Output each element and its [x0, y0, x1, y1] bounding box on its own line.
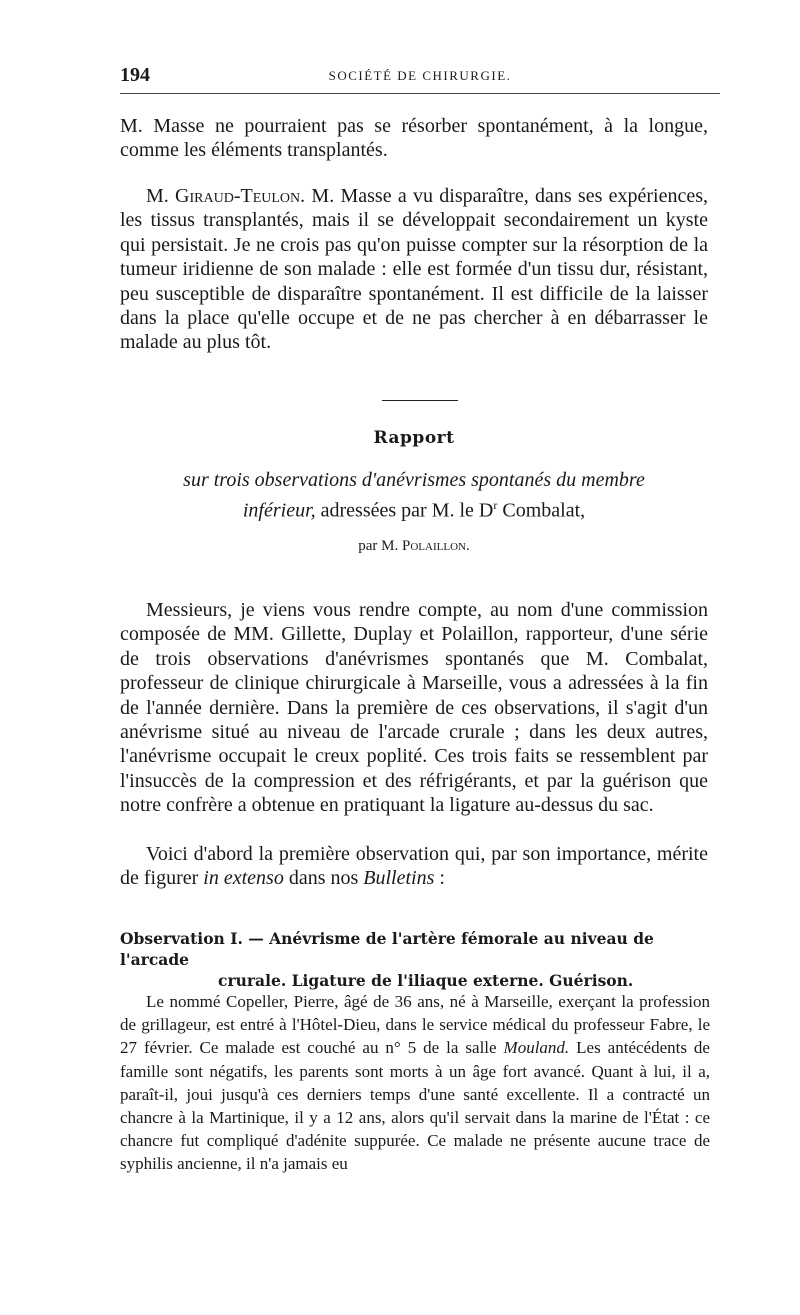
subtitle-text: adressées par M. le D: [315, 499, 494, 522]
subtitle-author: Combalat,: [497, 499, 586, 522]
italic-text: in extenso: [203, 867, 284, 890]
italic-text: Bulletins: [363, 867, 435, 890]
observation-title-2: crurale. Ligature de l'iliaque externe. Guérison.: [218, 971, 634, 990]
section-separator: [382, 400, 458, 401]
page-number: 194: [120, 64, 150, 86]
paragraph-voici: [120, 842, 708, 891]
paragraph-text: M. Masse a vu disparaître, dans ses expériences, les tissus transplantés, mais il se développait secondairement un kyste qui persistait. Je ne crois pas qu'on puisse compter sur la résorption de la tumeur iridienne de son malade : elle est formée d'un tissu dur, résistant, peu susceptible de disparaître spontanément. Il est difficile de la laisser dans la place qu'elle occupe et de ne pas chercher à en débarrasser le malade au plus tôt.: [120, 185, 709, 354]
paragraph-continuation: M. Masse ne pourraient pas se résorber spontanément, à la longue, comme les éléments transplantés.: [120, 115, 708, 162]
header-rule: [120, 93, 720, 94]
paragraph-text: Le nommé Copeller, Pierre, âgé de 36 ans, né à Marseille, exerçant la profession de grillageur, est entré à l'Hôtel-Dieu, dans le service médical du professeur Fabre, le 27 février. Ce malade est couché au n° 5 de la salle: [120, 992, 710, 1058]
observation-label: Observation I.: [120, 929, 243, 948]
paragraph-text: Voici d'abord la première observation qui, par son importance, mérite de figurer: [120, 843, 708, 890]
byline-name: Polaillon.: [402, 538, 470, 554]
byline-prefix: par M.: [358, 538, 403, 554]
italic-text: Mouland.: [503, 1038, 570, 1058]
paragraph-text: Les antécédents de famille sont négatifs, les parents sont morts à un âge fort avancé. Quant à lui, il a, paraît-il, joui jusqu'à ces derniers temps d'une santé excellente. Il a contracté un chancre à la Martinique, il y a 12 ans, alors qu'il servait dans la marine de l'État : ce chancre fut compliqué d'adénite suppurée. Ce malade ne présente aucune trace de syphilis ancienne, il n'a jamais eu: [120, 1038, 710, 1174]
observation-title-1: — Anévrisme de l'artère fémorale au niveau de l'arcade: [120, 929, 654, 969]
subtitle-superscript: r: [493, 498, 498, 512]
section-heading: Rapport: [373, 428, 455, 448]
running-head-title: SOCIÉTÉ DE CHIRURGIE.: [328, 68, 512, 83]
subtitle-line-1: sur trois observations d'anévrismes spontanés du membre: [183, 469, 645, 491]
byline: [120, 538, 708, 555]
observation-heading: [120, 928, 712, 991]
report-subtitle: [120, 468, 708, 524]
speaker-name: M. Giraud-Teulon.: [146, 185, 306, 207]
paragraph-text: :: [434, 867, 445, 890]
observation-text: [120, 990, 710, 1176]
paragraph-text: dans nos: [283, 867, 364, 890]
running-head: [120, 60, 720, 94]
subtitle-italic-word: inférieur,: [242, 499, 316, 522]
paragraph-messieurs: Messieurs, je viens vous rendre compte, au nom d'une commission composée de MM. Gillette, Duplay et Polaillon, rapporteur, d'une série de trois observations d'anévrismes spontanés que M. Combalat, professeur de clinique chirurgicale à Marseille, vous a adressées à la fin de l'année dernière. Dans la première de ces observations, il s'agit d'un anévrisme situé au niveau de l'arcade crurale ; dans les deux autres, l'anévrisme occupait le creux poplité. Ces trois faits se ressemblent par l'insuccès de la compression et des réfrigérants, et par la guérison que notre confrère a obtenue en pratiquant la ligature au-dessus du sac.: [120, 599, 708, 817]
paragraph-giraud-teulon: [120, 184, 708, 355]
